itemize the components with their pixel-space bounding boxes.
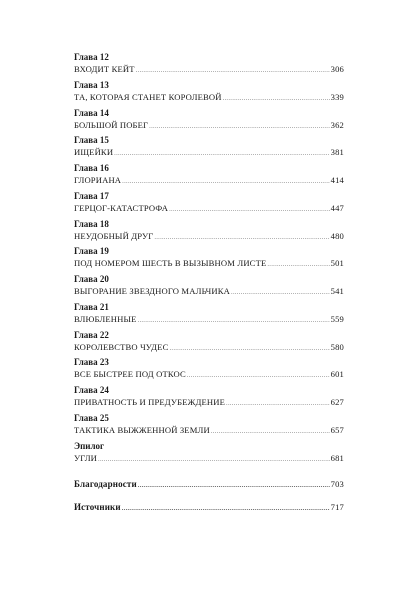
- chapter-title: ТАКТИКА ВЫЖЖЕННОЙ ЗЕМЛИ: [74, 424, 210, 435]
- toc-entry: [74, 218, 344, 246]
- toc-entry: [74, 51, 344, 79]
- chapter-title-line: [74, 452, 344, 465]
- chapter-title-line: [74, 202, 344, 215]
- page-number: 681: [330, 452, 344, 463]
- page-number: 559: [330, 313, 344, 324]
- page-number: 414: [330, 175, 344, 185]
- chapter-label: Глава 17: [74, 190, 109, 201]
- chapter-label: Глава 14: [74, 107, 109, 118]
- chapter-label: Глава 23: [74, 357, 109, 368]
- dot-leader: [187, 369, 330, 382]
- toc-entry: [74, 301, 344, 329]
- dot-leader: [122, 175, 329, 188]
- chapter-label: Глава 19: [74, 246, 109, 257]
- toc-entry: [74, 190, 344, 218]
- chapter-title: ВЛЮБЛЕННЫЕ: [74, 313, 137, 324]
- chapter-label: Эпилог: [74, 440, 105, 451]
- back-matter-entry: [74, 478, 344, 491]
- chapter-title-line: [74, 174, 344, 187]
- chapter-label: Глава 16: [74, 163, 109, 173]
- dot-leader: [138, 479, 330, 492]
- dot-leader: [114, 147, 329, 160]
- dot-leader: [267, 258, 329, 271]
- page-number: 627: [330, 397, 344, 407]
- chapter-title-line: [74, 63, 344, 76]
- chapter-title: ПОД НОМЕРОМ ШЕСТЬ В ВЫЗЫВНОМ ЛИСТЕ: [74, 258, 267, 269]
- dot-leader: [122, 502, 330, 515]
- back-matter-title: Источники: [74, 502, 121, 513]
- dot-leader: [98, 453, 330, 466]
- page-number: 362: [330, 119, 344, 130]
- chapter-label: Глава 20: [74, 274, 109, 284]
- chapter-title: БОЛЬШОЙ ПОБЕГ: [74, 119, 149, 130]
- page-number: 601: [330, 369, 344, 380]
- toc-entry: [74, 384, 344, 412]
- dot-leader: [169, 203, 330, 216]
- chapter-label: Глава 15: [74, 135, 109, 146]
- toc-entry: [74, 273, 344, 301]
- chapter-title: ГЕРЦОГ-КАТАСТРОФА: [74, 202, 169, 213]
- chapter-title: ВСЕ БЫСТРЕЕ ПОД ОТКОС: [74, 369, 186, 380]
- toc-entry: [74, 245, 344, 273]
- chapter-title: ИЩЕЙКИ: [74, 147, 114, 158]
- page-number: 381: [330, 147, 344, 158]
- chapter-label: Глава 12: [74, 52, 109, 62]
- chapter-title-line: [74, 119, 344, 132]
- chapter-title-line: [74, 91, 344, 104]
- page-number: 657: [330, 424, 344, 435]
- toc-entry: [74, 440, 344, 468]
- chapter-title-line: [74, 285, 344, 298]
- dot-leader: [169, 342, 329, 355]
- chapter-title: ТА, КОТОРАЯ СТАНЕТ КОРОЛЕВОЙ: [74, 91, 222, 102]
- toc-entry: [74, 329, 344, 357]
- page-number: 717: [330, 502, 344, 513]
- chapter-title-line: [74, 368, 344, 381]
- page-number: 306: [330, 64, 344, 74]
- dot-leader: [223, 92, 330, 105]
- chapter-title: НЕУДОБНЫЙ ДРУГ: [74, 230, 154, 241]
- chapter-title-line: [74, 146, 344, 159]
- table-of-contents: [74, 51, 344, 524]
- chapter-label: Глава 21: [74, 301, 109, 312]
- dot-leader: [226, 397, 330, 410]
- dot-leader: [136, 64, 330, 77]
- chapter-title-line: [74, 396, 344, 409]
- page-number: 339: [330, 91, 344, 102]
- chapter-label: Глава 13: [74, 79, 109, 90]
- toc-entry: [74, 412, 344, 440]
- page-number: 541: [330, 286, 344, 296]
- chapter-title: ВХОДИТ КЕЙТ: [74, 64, 135, 74]
- chapter-title-line: [74, 257, 344, 270]
- page-number: 501: [330, 258, 344, 269]
- dot-leader: [149, 120, 329, 133]
- chapter-title-line: [74, 341, 344, 354]
- chapter-title-line: [74, 313, 344, 326]
- toc-entry: [74, 356, 344, 384]
- toc-entry: [74, 134, 344, 162]
- page-number: 480: [330, 230, 344, 241]
- chapter-title: УГЛИ: [74, 452, 98, 463]
- dot-leader: [138, 314, 330, 327]
- back-matter-title: Благодарности: [74, 479, 137, 490]
- toc-entry: [74, 107, 344, 135]
- chapter-label: Глава 22: [74, 329, 109, 340]
- toc-entry: [74, 79, 344, 107]
- chapter-title-line: [74, 424, 344, 437]
- dot-leader: [211, 425, 330, 438]
- page-number: 703: [330, 479, 344, 490]
- back-matter-list: [74, 478, 344, 514]
- page-number: 447: [330, 202, 344, 213]
- dot-leader: [154, 231, 329, 244]
- chapter-title: ГЛОРИАНА: [74, 175, 122, 185]
- chapter-label: Глава 24: [74, 385, 109, 395]
- chapter-title-line: [74, 230, 344, 243]
- chapter-title: ПРИВАТНОСТЬ И ПРЕДУБЕЖДЕНИЕ: [74, 397, 226, 407]
- chapter-title: КОРОЛЕВСТВО ЧУДЕС: [74, 341, 169, 352]
- page-number: 580: [330, 341, 344, 352]
- toc-entry: [74, 162, 344, 190]
- back-matter-entry: [74, 501, 344, 514]
- dot-leader: [231, 286, 330, 299]
- chapter-title: ВЫГОРАНИЕ ЗВЕЗДНОГО МАЛЬЧИКА: [74, 286, 231, 296]
- chapter-label: Глава 18: [74, 218, 109, 229]
- chapter-list: [74, 51, 344, 467]
- chapter-label: Глава 25: [74, 412, 109, 423]
